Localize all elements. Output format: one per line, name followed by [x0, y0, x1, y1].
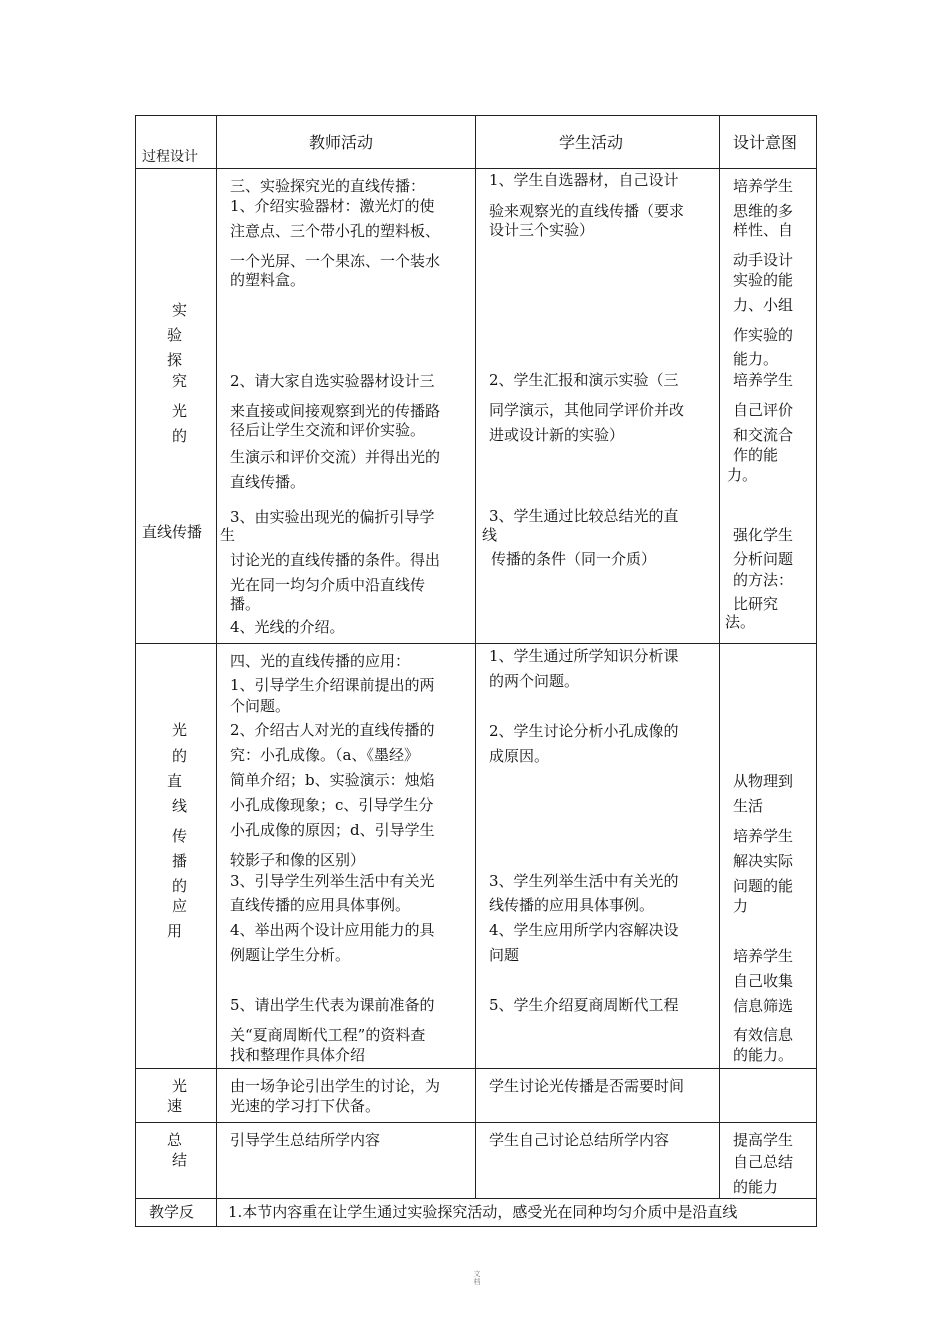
summary-intent-line: 的能力: [733, 1178, 779, 1196]
table-border-top: [135, 115, 817, 116]
experiment-teacher-line: 3、由实验出现光的偏折引导学: [230, 508, 435, 526]
application-teacher-line: 3、引导学生列举生活中有关光: [230, 872, 435, 890]
application-intent-line: 的能力。: [733, 1046, 794, 1064]
experiment-teacher-line: 光在同一均匀介质中沿直线传: [230, 576, 426, 594]
application-teacher-line: 例题让学生分析。: [230, 946, 351, 964]
summary-intent-line: 提高学生: [733, 1131, 794, 1149]
experiment-intent-line: 分析问题: [733, 550, 794, 568]
application-teacher-line: 小孔成像的原因；d、引导学生: [230, 821, 435, 839]
application-label-2: 的: [172, 747, 188, 765]
experiment-teacher-line: 来直接或间接观察到光的传播路: [230, 402, 441, 420]
application-student-line: 成原因。: [489, 747, 550, 765]
page-footer: [467, 1270, 487, 1286]
application-teacher-line: 找和整理作具体介绍: [230, 1046, 366, 1064]
experiment-teacher-line: 播。: [230, 595, 261, 613]
row-divider-header: [135, 168, 817, 169]
footer-char: 文: [473, 1270, 481, 1278]
experiment-intent-line: 力、小组: [733, 296, 794, 314]
experiment-teacher-line: 讨论光的直线传播的条件。得出: [230, 551, 441, 569]
experiment-intent-line: 作的能: [733, 446, 779, 464]
experiment-teacher-line: 直线传播。: [230, 473, 306, 491]
application-intent-line: 培养学生: [733, 827, 794, 845]
application-intent-line: 解决实际: [733, 852, 794, 870]
application-teacher-line: 个问题。: [230, 697, 291, 715]
header-intent: 设计意图: [733, 133, 798, 152]
experiment-teacher-line: 生演示和评价交流）并得出光的: [230, 448, 441, 466]
table-border-left: [135, 115, 136, 1227]
experiment-teacher-line: 2、请大家自选实验器材设计三: [230, 372, 435, 390]
footer-char: 档: [473, 1278, 481, 1286]
application-teacher-line: 5、请出学生代表为课前准备的: [230, 996, 435, 1014]
experiment-intent-line: 法。: [725, 613, 756, 631]
speed-teacher-line: 光速的学习打下伏备。: [230, 1097, 381, 1115]
experiment-student-line: 进或设计新的实验）: [489, 426, 625, 444]
application-label-6: 播: [172, 852, 188, 870]
experiment-student-line: 2、学生汇报和演示实验（三: [489, 371, 679, 389]
experiment-teacher-line: 注意点、三个带小孔的塑料板、: [230, 222, 441, 240]
row-divider-experiment: [135, 643, 817, 644]
application-teacher-line: 2、介绍古人对光的直线传播的: [230, 721, 435, 739]
summary-label-1: 总: [167, 1131, 183, 1149]
experiment-intent-line: 实验的能: [733, 271, 794, 289]
experiment-intent-line: 力。: [727, 466, 758, 484]
experiment-teacher-line: 的塑料盒。: [230, 271, 306, 289]
application-intent-line: 问题的能: [733, 877, 794, 895]
experiment-intent-line: 培养学生: [733, 177, 794, 195]
row-divider-summary: [135, 1198, 817, 1199]
experiment-intent-line: 动手设计: [733, 251, 794, 269]
application-label-7: 的: [172, 877, 188, 895]
application-teacher-line: 较影子和像的区别）: [230, 851, 366, 869]
application-student-line: 5、学生介绍夏商周断代工程: [489, 996, 679, 1014]
experiment-intent-line: 比研究: [733, 595, 779, 613]
speed-student-line: 学生讨论光传播是否需要时间: [489, 1077, 685, 1095]
header-teacher: 教师活动: [309, 133, 374, 152]
application-teacher-line: 4、举出两个设计应用能力的具: [230, 921, 435, 939]
column-divider-2: [475, 115, 476, 1198]
application-teacher-line: 1、引导学生介绍课前提出的两: [230, 676, 435, 694]
experiment-label-1: 实: [172, 301, 188, 319]
column-divider-3: [719, 115, 720, 1198]
experiment-teacher-line: 生: [220, 526, 236, 544]
experiment-student-line: 1、学生自选器材，自己设计: [489, 171, 679, 189]
summary-student-line: 学生自己讨论总结所学内容: [489, 1131, 670, 1149]
application-label-8: 应: [172, 897, 188, 915]
application-student-line: 线传播的应用具体事例。: [489, 896, 655, 914]
experiment-student-line: 同学演示，其他同学评价并改: [489, 401, 685, 419]
experiment-intent-line: 样性、自: [733, 221, 794, 239]
experiment-student-line: 传播的条件（同一介质）: [491, 550, 657, 568]
application-student-line: 1、学生通过所学知识分析课: [489, 647, 679, 665]
application-label-4: 线: [172, 797, 188, 815]
experiment-label-7: 直线传播: [142, 523, 203, 541]
speed-teacher-line: 由一场争论引出学生的讨论，为: [230, 1077, 441, 1095]
application-teacher-line: 小孔成像现象；c、引导学生分: [230, 796, 434, 814]
application-label-1: 光: [172, 721, 188, 739]
experiment-student-line: 验来观察光的直线传播（要求: [489, 202, 685, 220]
experiment-label-6: 的: [172, 427, 188, 445]
application-intent-line: 生活: [733, 797, 764, 815]
application-intent-line: 力: [733, 897, 749, 915]
application-student-line: 3、学生列举生活中有关光的: [489, 872, 679, 890]
reflection-text: 1.本节内容重在让学生通过实验探究活动，感受光在同种均匀介质中是沿直线: [228, 1203, 738, 1221]
experiment-intent-line: 作实验的: [733, 326, 794, 344]
experiment-teacher-line: 三、实验探究光的直线传播：: [230, 177, 426, 195]
application-label-3: 直: [167, 772, 183, 790]
reflection-label: 教学反: [149, 1203, 195, 1221]
experiment-label-5: 光: [172, 402, 188, 420]
experiment-student-line: 3、学生通过比较总结光的直: [489, 507, 679, 525]
experiment-intent-line: 思维的多: [733, 202, 794, 220]
experiment-intent-line: 能力。: [733, 350, 779, 368]
experiment-intent-line: 培养学生: [733, 371, 794, 389]
application-student-line: 问题: [489, 946, 520, 964]
summary-teacher-line: 引导学生总结所学内容: [230, 1131, 381, 1149]
experiment-student-line: 设计三个实验）: [489, 221, 595, 239]
experiment-teacher-line: 径后让学生交流和评价实验。: [230, 421, 426, 439]
experiment-intent-line: 自己评价: [733, 401, 794, 419]
summary-label-2: 结: [172, 1151, 188, 1169]
application-teacher-line: 直线传播的应用具体事例。: [230, 896, 411, 914]
header-student: 学生活动: [559, 133, 624, 152]
experiment-label-3: 探: [167, 351, 183, 369]
application-intent-line: 从物理到: [733, 772, 794, 790]
row-divider-application: [135, 1068, 817, 1069]
row-divider-speed: [135, 1122, 817, 1123]
application-teacher-line: 究：小孔成像。（a、《墨经》: [230, 746, 419, 764]
table-border-right: [816, 115, 817, 1227]
experiment-teacher-line: 一个光屏、一个果冻、一个装水: [230, 252, 441, 270]
application-student-line: 4、学生应用所学内容解决设: [489, 921, 679, 939]
application-intent-line: 信息筛选: [733, 997, 794, 1015]
experiment-intent-line: 的方法：: [733, 571, 794, 589]
application-label-9: 用: [167, 922, 183, 940]
application-student-line: 2、学生讨论分析小孔成像的: [489, 722, 679, 740]
experiment-student-line: 线: [482, 526, 498, 544]
application-teacher-line: 简单介绍；b、实验演示：烛焰: [230, 771, 435, 789]
experiment-teacher-line: 4、光线的介绍。: [230, 618, 345, 636]
table-border-bottom: [135, 1226, 817, 1227]
summary-intent-line: 自己总结: [733, 1153, 794, 1171]
application-teacher-line: 四、光的直线传播的应用：: [230, 652, 411, 670]
application-label-5: 传: [172, 827, 188, 845]
application-intent-line: 自己收集: [733, 972, 794, 990]
experiment-intent-line: 和交流合: [733, 426, 794, 444]
application-intent-line: 培养学生: [733, 947, 794, 965]
experiment-label-4: 究: [172, 372, 188, 390]
header-process: 过程设计: [142, 149, 198, 165]
column-divider-1: [216, 115, 217, 1227]
application-intent-line: 有效信息: [733, 1026, 794, 1044]
application-teacher-line: 关“夏商周断代工程”的资料查: [230, 1026, 426, 1044]
application-student-line: 的两个问题。: [489, 672, 580, 690]
experiment-intent-line: 强化学生: [733, 526, 794, 544]
speed-label-1: 光: [172, 1077, 188, 1095]
experiment-label-2: 验: [167, 326, 183, 344]
speed-label-2: 速: [167, 1097, 183, 1115]
experiment-teacher-line: 1、介绍实验器材：激光灯的使: [230, 197, 435, 215]
